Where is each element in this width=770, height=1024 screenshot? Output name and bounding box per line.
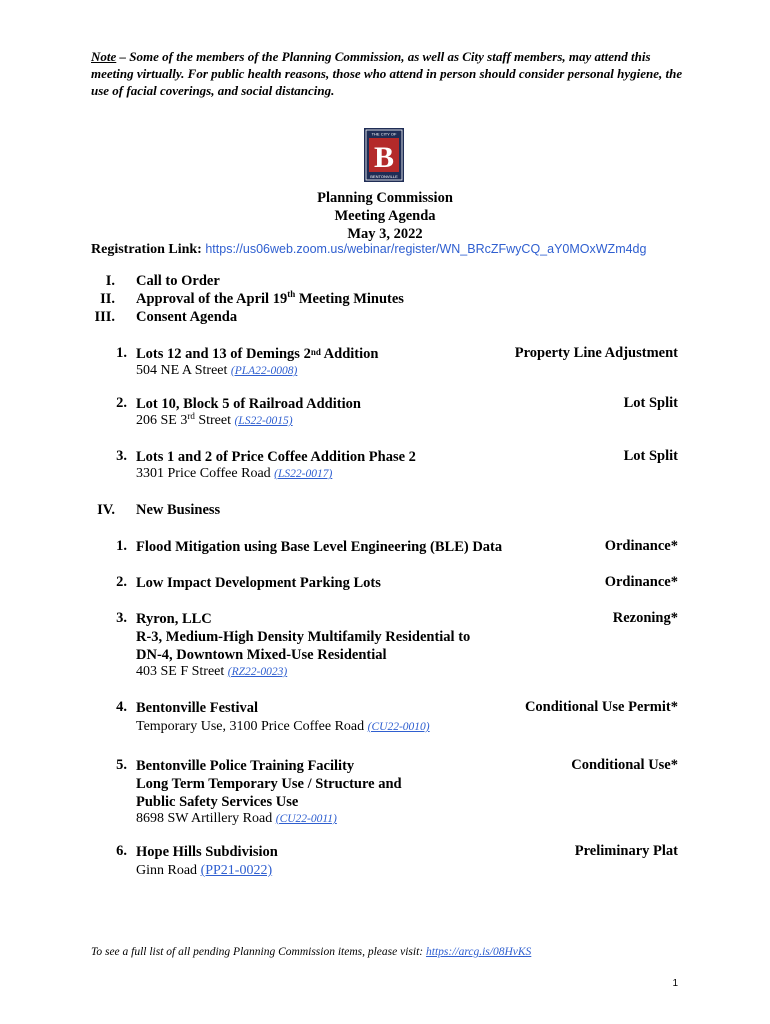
case-link[interactable]: (RZ22-0023) [227, 666, 288, 678]
consent-item-address: 206 SE 3rd Street (LS22-0015) [136, 411, 293, 428]
item-number: 6. [116, 843, 127, 859]
section-number: III. [94, 309, 115, 325]
logo-letter: B [373, 141, 395, 174]
consent-item-title: Lot 10, Block 5 of Railroad Addition [136, 396, 361, 412]
new-business-type: Ordinance* [604, 574, 678, 590]
consent-item-address: 3301 Price Coffee Road (LS22-0017) [136, 466, 333, 481]
consent-item-type: Property Line Adjustment [514, 345, 678, 361]
consent-item-type: Lot Split [623, 448, 678, 464]
case-link[interactable]: (PLA22-0008) [230, 365, 298, 377]
case-link[interactable]: (LS22-0015) [234, 415, 293, 427]
new-business-title: Bentonville Police Training Facility Long Term Temporary Use / Structure and Public Safety Services Use [136, 758, 402, 810]
case-link[interactable]: (CU22-0011) [275, 813, 337, 825]
section-consent-agenda: Consent Agenda [136, 309, 238, 325]
section-number: I. [105, 273, 115, 289]
new-business-address: 403 SE F Street (RZ22-0023) [136, 664, 288, 679]
consent-item-type: Lot Split [623, 395, 678, 411]
consent-item-title: Lots 12 and 13 of Demings 2nd Addition [136, 346, 379, 362]
case-link[interactable]: (PP21-0022) [200, 863, 273, 878]
new-business-address: 8698 SW Artillery Road (CU22-0011) [136, 811, 337, 826]
logo-bottom-text: BENTONVILLE [370, 174, 398, 179]
new-business-type: Conditional Use* [571, 757, 678, 773]
note-label: Note [91, 49, 117, 64]
page-number: 1 [672, 978, 678, 989]
new-business-type: Rezoning* [612, 610, 678, 626]
section-number: II. [100, 291, 115, 307]
new-business-title: Low Impact Development Parking Lots [136, 575, 381, 591]
item-number: 2. [116, 574, 127, 590]
case-link[interactable]: (LS22-0017) [274, 468, 333, 480]
new-business-type: Conditional Use Permit* [524, 699, 678, 715]
section-number: IV. [97, 502, 115, 518]
city-logo [364, 128, 404, 182]
case-link[interactable]: (CU22-0010) [367, 721, 430, 733]
section-new-business: New Business [136, 502, 221, 518]
footer-note: To see a full list of all pending Planning Commission items, please visit: https://arcg.is/08HvKS [91, 946, 532, 958]
new-business-title: Bentonville Festival [136, 700, 259, 716]
note-text: – Some of the members of the Planning Commission, as well as City staff members, may attend this meeting virtually. For public health reasons, those who attend in person should consider personal hygiene, the use of facial coverings, and social distancing. [91, 49, 683, 98]
section-approval-minutes: Approval of the April 19th Meeting Minutes [136, 289, 404, 307]
registration-line [91, 242, 646, 258]
registration-link[interactable]: https://us06web.zoom.us/webinar/register/WN_BRcZFwyCQ_aY0MOxWZm4dg [205, 242, 647, 256]
new-business-type: Preliminary Plat [574, 843, 678, 859]
logo-top-text: THE CITY OF [371, 131, 397, 137]
item-number: 5. [116, 757, 127, 773]
new-business-title: Hope Hills Subdivision [136, 844, 278, 860]
item-number: 1. [116, 345, 127, 361]
new-business-title: Flood Mitigation using Base Level Engineering (BLE) Data [136, 539, 503, 555]
consent-item-title: Lots 1 and 2 of Price Coffee Addition Phase 2 [136, 449, 416, 465]
page-title: Planning Commission [317, 190, 453, 206]
meeting-note [91, 48, 683, 99]
meeting-date: May 3, 2022 [347, 226, 423, 242]
consent-item-address: 504 NE A Street (PLA22-0008) [136, 363, 298, 378]
new-business-address: Ginn Road (PP21-0022) [136, 863, 273, 878]
new-business-address: Temporary Use, 3100 Price Coffee Road (CU22-0010) [136, 719, 430, 734]
item-number: 2. [116, 395, 127, 411]
new-business-title: Ryron, LLC R-3, Medium-High Density Multifamily Residential to DN-4, Downtown Mixed-Use Residential [136, 611, 471, 663]
item-number: 4. [116, 699, 127, 715]
item-number: 3. [116, 610, 127, 626]
section-call-to-order: Call to Order [136, 273, 220, 289]
item-number: 1. [116, 538, 127, 554]
footer-link[interactable]: https://arcg.is/08HvKS [426, 946, 532, 958]
registration-label: Registration Link: [91, 242, 202, 257]
new-business-type: Ordinance* [604, 538, 678, 554]
item-number: 3. [116, 448, 127, 464]
page-subtitle: Meeting Agenda [334, 208, 436, 224]
